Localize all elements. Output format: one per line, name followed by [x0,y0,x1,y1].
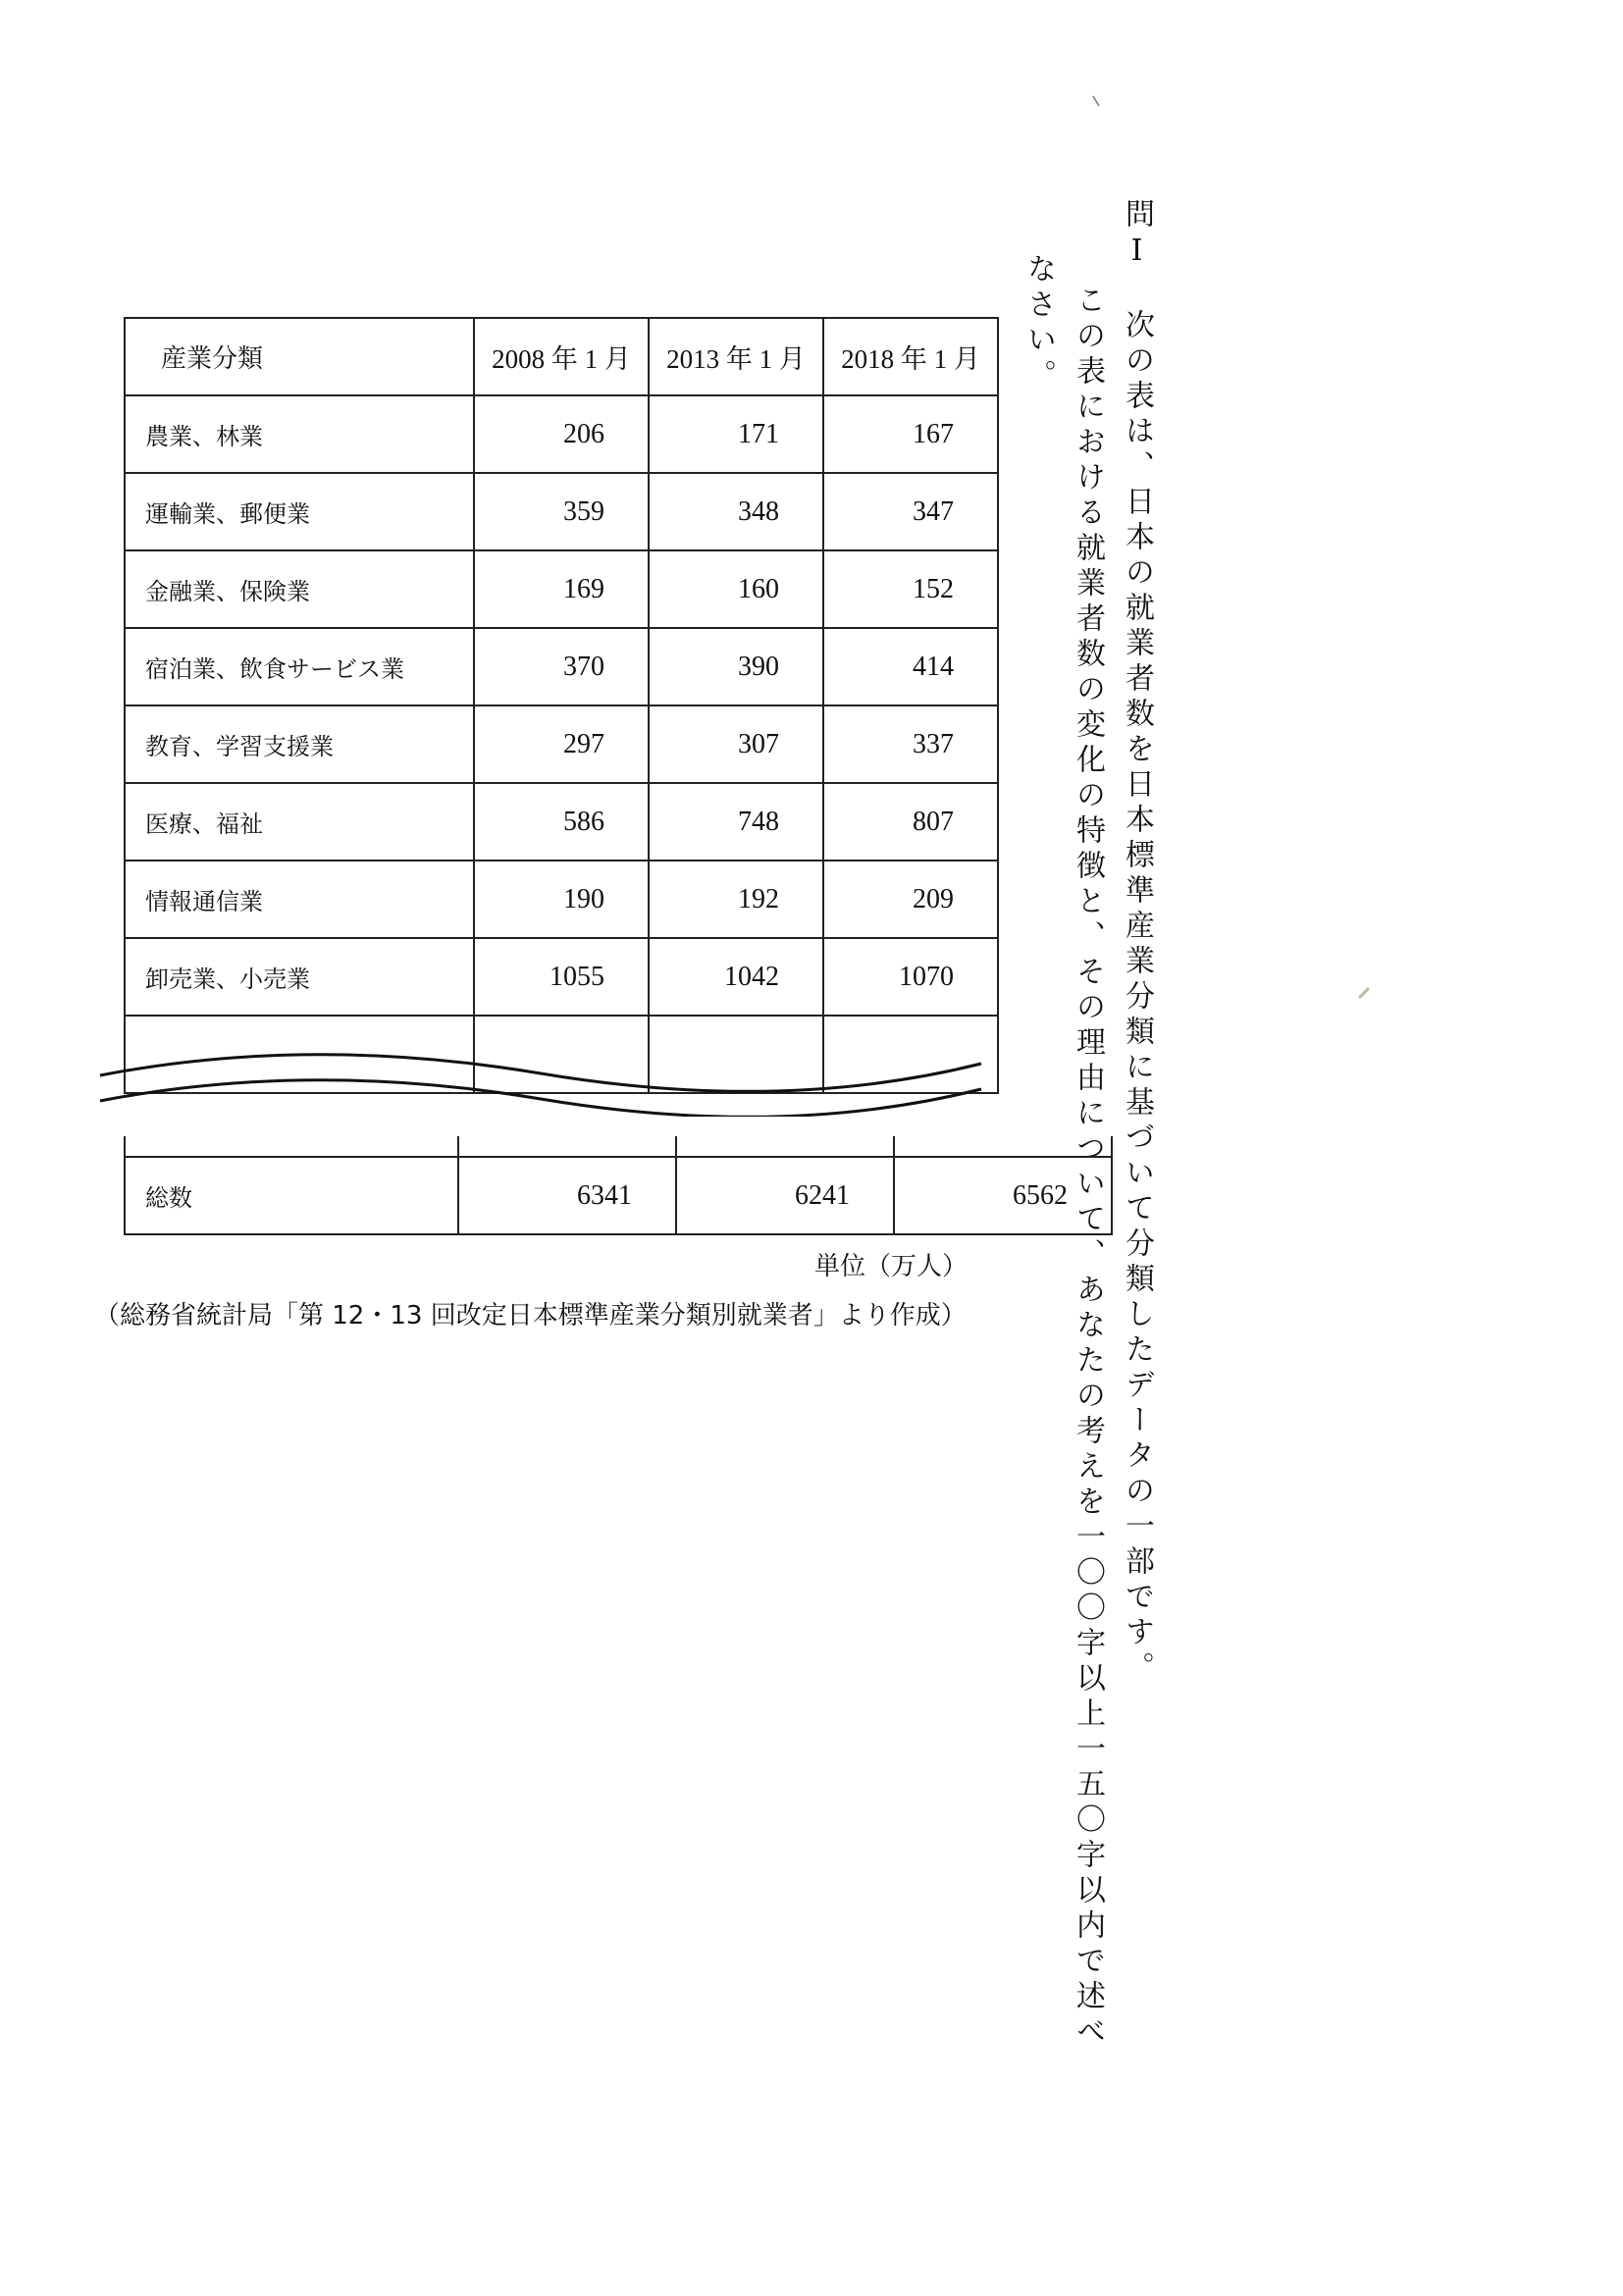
total-2013: 6241 [676,1157,894,1234]
total-table [124,1136,1113,1235]
total-row [125,1157,1112,1234]
header-year-2008: 2008 年 1 月 [474,318,649,395]
cell-2018: 347 [823,473,998,550]
cell-2018: 152 [823,550,998,628]
table-break-wave-icon [94,1048,987,1117]
cell-2013: 390 [649,628,823,705]
header-year-2013: 2013 年 1 月 [649,318,823,395]
question-line-1: 問Ⅰ 次の表は、日本の就業者数を日本標準産業分類に基づいて分類したデータの一部です。 [1120,198,1154,1687]
table-row [125,473,998,550]
scan-speck-icon [1357,986,1371,1000]
cell-2018: 807 [823,783,998,861]
table-row [125,783,998,861]
row-category: 農業、林業 [125,395,474,473]
cell-2013: 348 [649,473,823,550]
row-category: 卸売業、小売業 [125,938,474,1016]
table-break-stub [125,1136,1112,1157]
cell-2008: 206 [474,395,649,473]
row-category: 医療、福祉 [125,783,474,861]
table-row [125,550,998,628]
cell-2008: 169 [474,550,649,628]
cell-2008: 1055 [474,938,649,1016]
cell-2008: 190 [474,861,649,938]
table-row [125,938,998,1016]
cell-2008: 370 [474,628,649,705]
table-row [125,395,998,473]
cell-2013: 1042 [649,938,823,1016]
source-note: （総務省統計局「第 12・13 回改定日本標準産業分類別就業者」より作成） [94,1301,967,1331]
table-header-row [125,318,998,395]
row-category: 宿泊業、飲食サービス業 [125,628,474,705]
question-line-2: この表における就業者数の変化の特徴と、その理由について、あなたの考えを一〇〇字以上一五〇字以内で述べ [1071,285,1105,2051]
unit-note: 単位（万人） [814,1252,969,1281]
cell-2013: 307 [649,705,823,783]
question-line-3: なさい。 [1021,253,1056,394]
cell-2013: 160 [649,550,823,628]
cell-2018: 167 [823,395,998,473]
row-category: 情報通信業 [125,861,474,938]
table-row [125,628,998,705]
row-category: 教育、学習支援業 [125,705,474,783]
cell-2008: 359 [474,473,649,550]
cell-2013: 748 [649,783,823,861]
cell-2013: 171 [649,395,823,473]
cell-2018: 337 [823,705,998,783]
total-label: 総数 [125,1157,458,1234]
table-row [125,705,998,783]
cell-2013: 192 [649,861,823,938]
cell-2008: 297 [474,705,649,783]
cell-2018: 414 [823,628,998,705]
header-year-2018: 2018 年 1 月 [823,318,998,395]
total-2018: 6562 [894,1157,1112,1234]
row-category: 運輸業、郵便業 [125,473,474,550]
total-2008: 6341 [458,1157,676,1234]
table-row [125,861,998,938]
header-category: 産業分類 [125,318,474,395]
row-category: 金融業、保険業 [125,550,474,628]
employment-table [124,317,999,1094]
cell-2018: 209 [823,861,998,938]
cell-2008: 586 [474,783,649,861]
scan-speck-icon [1091,94,1101,108]
cell-2018: 1070 [823,938,998,1016]
